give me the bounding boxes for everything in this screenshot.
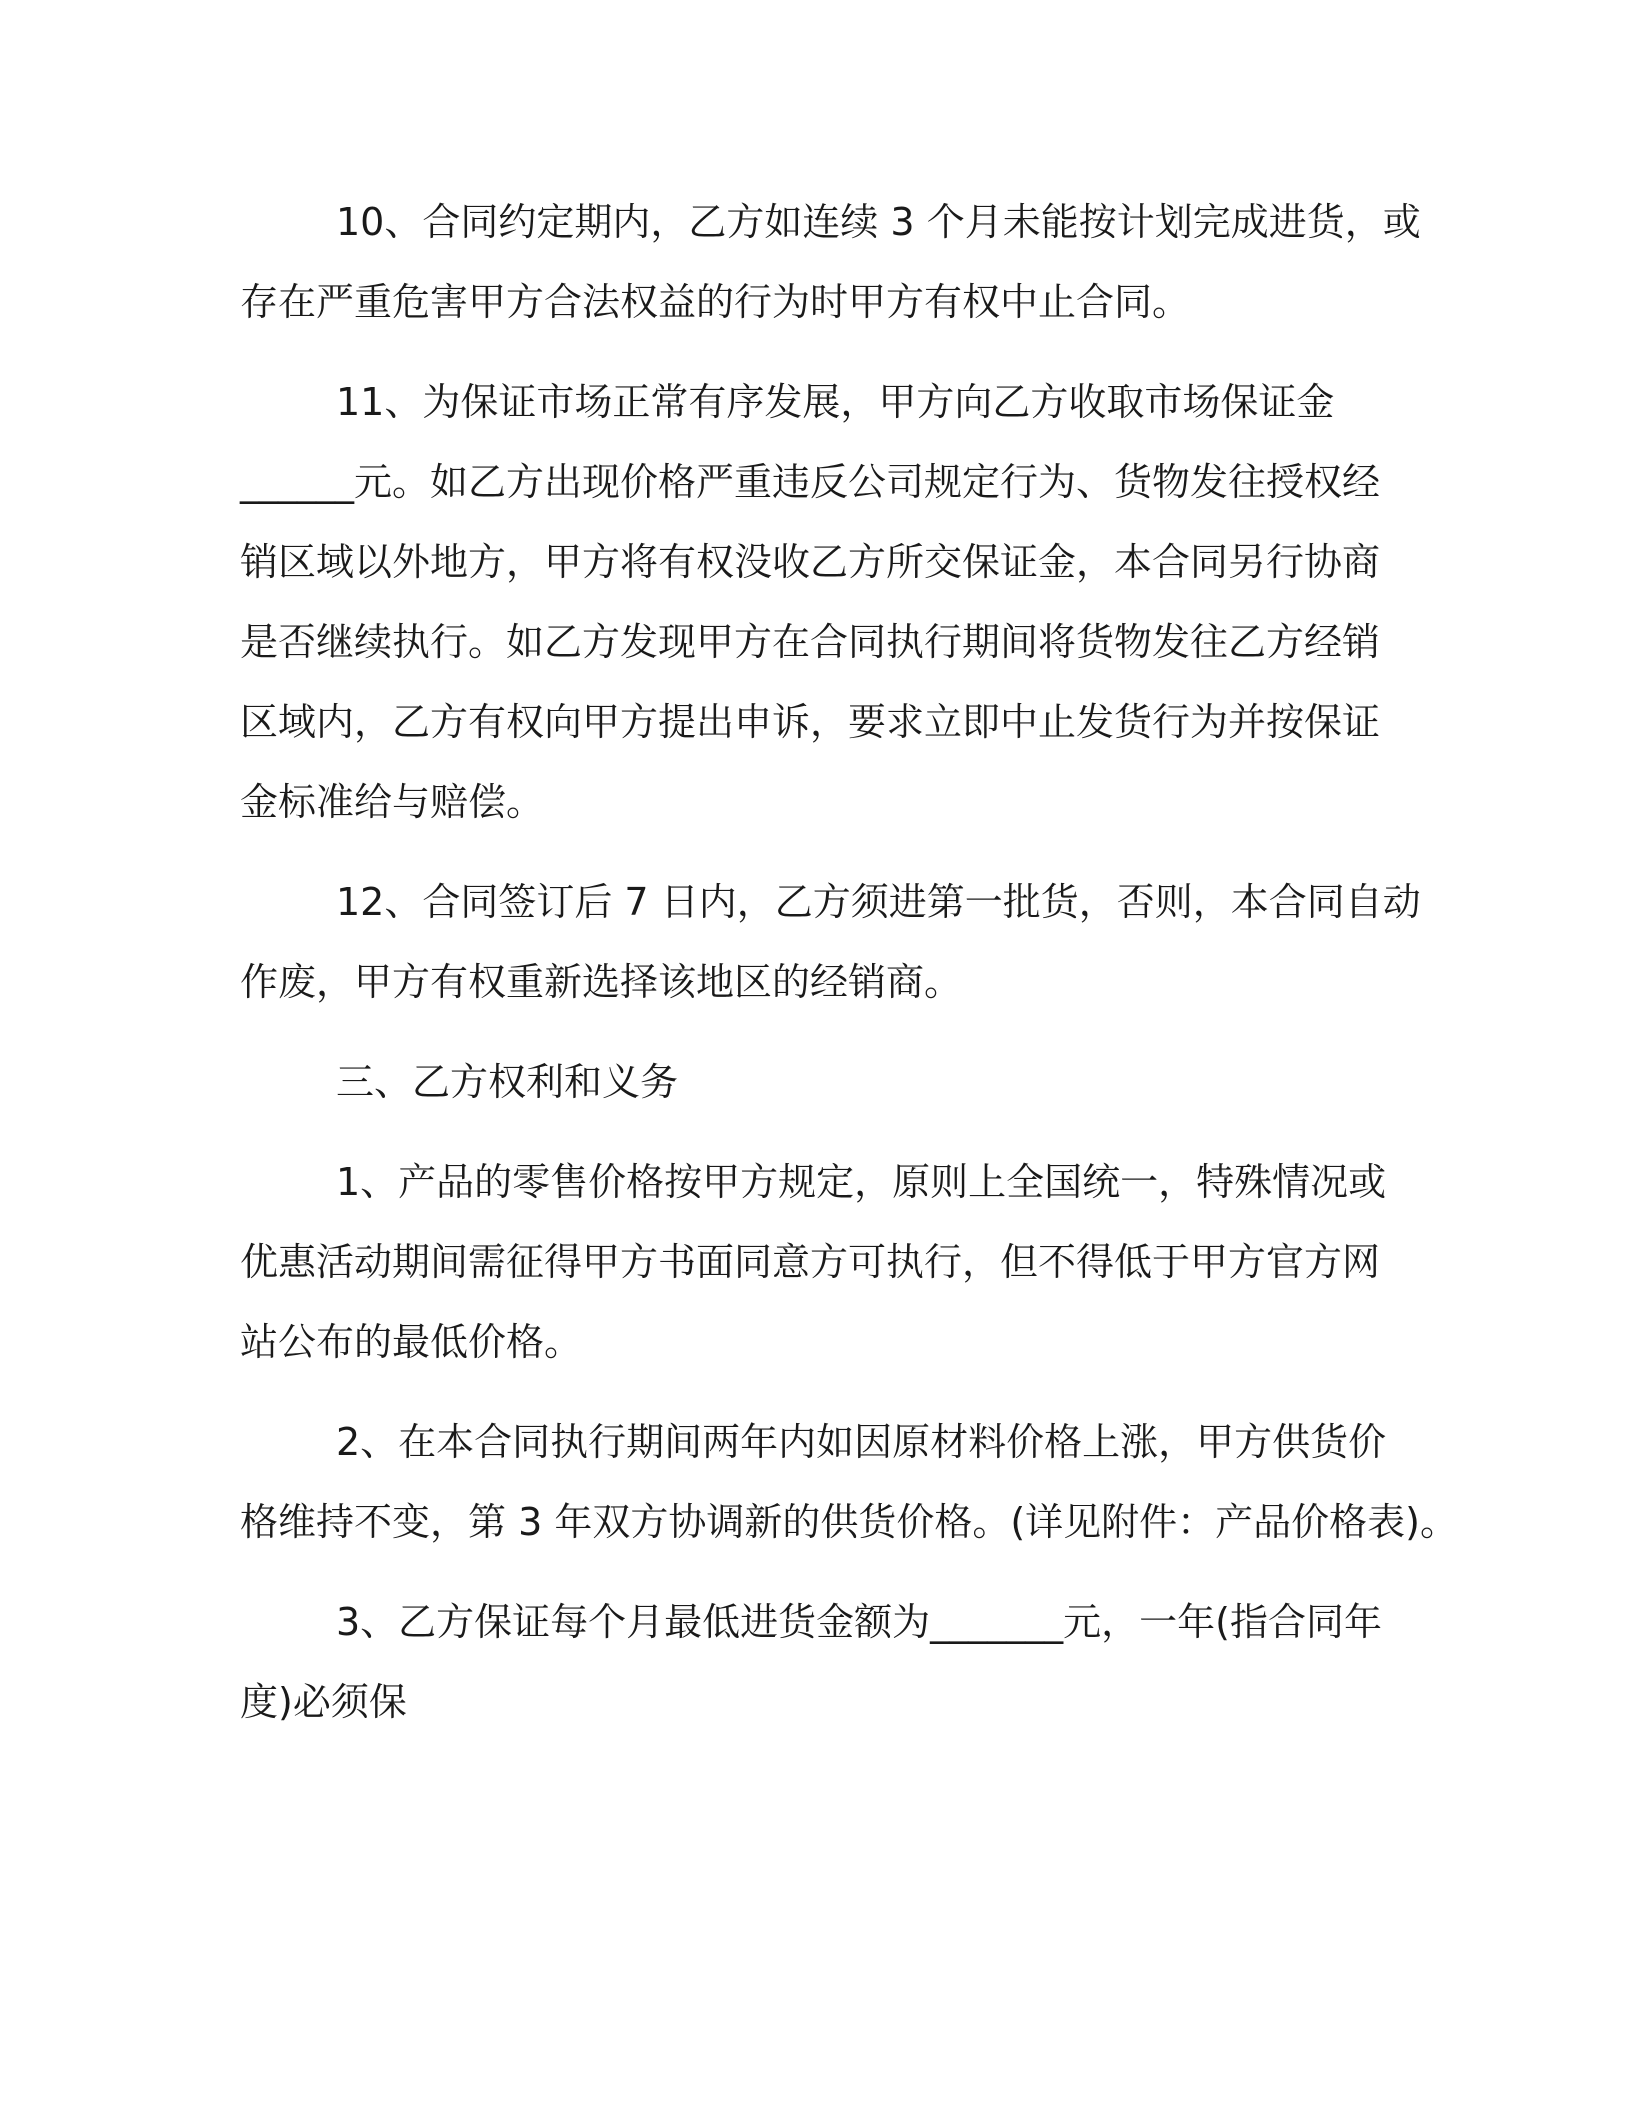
- obligation-1: [240, 1142, 1400, 1382]
- text-line: 格维持不变，第 3 年双方协调新的供货价格。(详见附件：产品价格表)。: [240, 1500, 1458, 1544]
- clause-12: [240, 862, 1421, 1022]
- text-line: 2、在本合同执行期间两年内如因原材料价格上涨，甲方供货价: [336, 1420, 1387, 1464]
- text-line: ______元。如乙方出现价格严重违反公司规定行为、货物发往授权经: [240, 460, 1381, 504]
- text-line: 10、合同约定期内，乙方如连续 3 个月未能按计划完成进货，或: [336, 200, 1421, 244]
- text-line: 12、合同签订后 7 日内，乙方须进第一批货，否则，本合同自动: [336, 880, 1421, 924]
- clause-11: [240, 362, 1400, 842]
- text-line: 度)必须保: [240, 1680, 407, 1724]
- section-heading-3: [240, 1042, 1400, 1122]
- text-line: 销区域以外地方，甲方将有权没收乙方所交保证金，本合同另行协商: [240, 540, 1381, 584]
- text-line: 优惠活动期间需征得甲方书面同意方可执行，但不得低于甲方官方网: [240, 1240, 1381, 1284]
- text-line: 是否继续执行。如乙方发现甲方在合同执行期间将货物发往乙方经销: [240, 620, 1381, 664]
- section-title: 三、乙方权利和义务: [336, 1060, 679, 1104]
- text-line: 11、为保证市场正常有序发展，甲方向乙方收取市场保证金: [336, 380, 1335, 424]
- document-body: [240, 182, 1458, 1762]
- obligation-3: [240, 1582, 1400, 1742]
- text-line: 金标准给与赔偿。: [240, 780, 545, 824]
- text-line: 站公布的最低价格。: [240, 1320, 583, 1364]
- text-line: 存在严重危害甲方合法权益的行为时甲方有权中止合同。: [240, 280, 1191, 324]
- clause-10: [240, 182, 1421, 342]
- text-line: 区域内，乙方有权向甲方提出申诉，要求立即中止发货行为并按保证: [240, 700, 1381, 744]
- text-line: 1、产品的零售价格按甲方规定，原则上全国统一，特殊情况或: [336, 1160, 1387, 1204]
- obligation-2: [240, 1402, 1458, 1562]
- text-line: 作废，甲方有权重新选择该地区的经销商。: [240, 960, 963, 1004]
- text-line: 3、乙方保证每个月最低进货金额为_______元，一年(指合同年: [336, 1600, 1383, 1644]
